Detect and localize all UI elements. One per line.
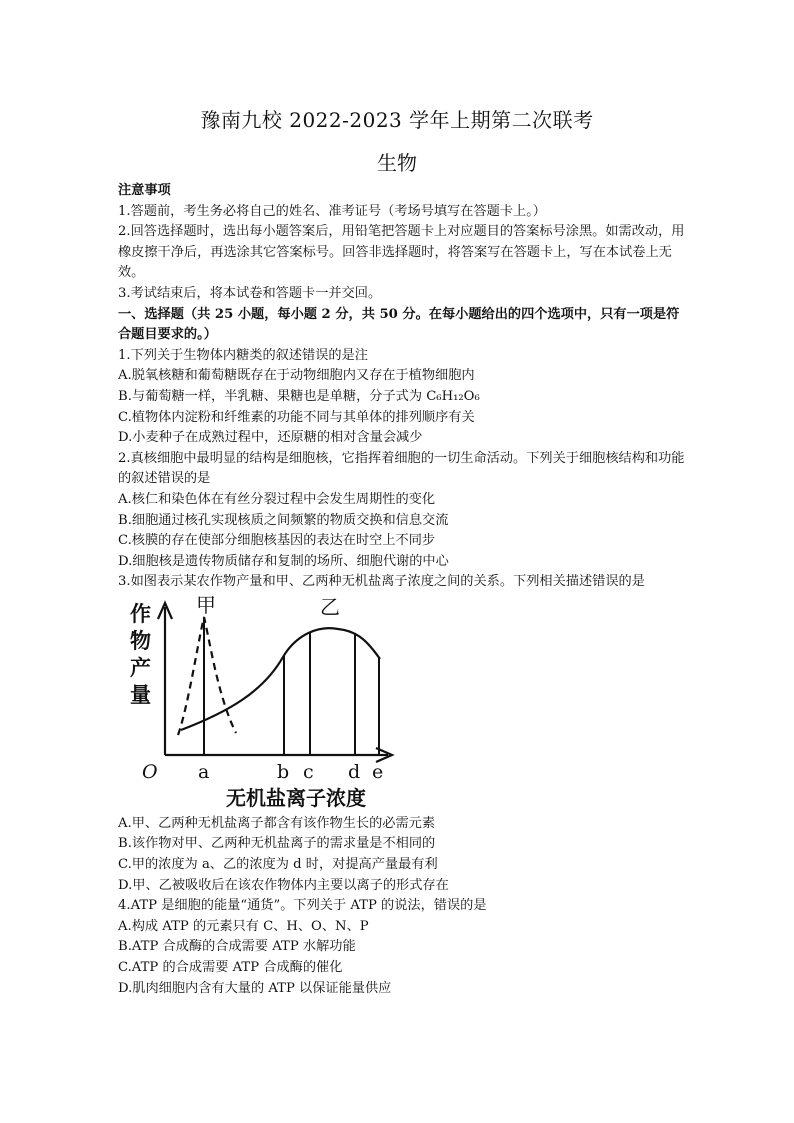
option-c: C.核膜的存在使部分细胞核基因的表达在时空上不同步: [118, 533, 436, 549]
option-c: C.甲的浓度为 a、乙的浓度为 d 时，对提高产量最有利: [118, 857, 438, 873]
option-b: B.与葡萄糖一样，半乳糖、果糖也是单糖，分子式为 C₆H₁₂O₆: [118, 388, 480, 404]
curve-yi: [181, 628, 380, 730]
question-stem: 1.下列关于生物体内糖类的叙述错误的是注: [118, 347, 368, 363]
option-c: C.植物体内淀粉和纤维素的功能不同与其单体的排列顺序有关: [118, 409, 475, 425]
curve-label-jia: 甲: [196, 592, 216, 617]
question-stem: 3.如图表示某农作物产量和甲、乙两种无机盐离子浓度之间的关系。下列相关描述错误的是: [118, 574, 645, 590]
curve-label-yi: 乙: [320, 594, 340, 619]
option-a: A.核仁和染色体在有丝分裂过程中会发生周期性的变化: [118, 491, 436, 507]
option-d: D.肌肉细胞内含有大量的 ATP 以保证能量供应: [118, 980, 392, 996]
question-stem: 2.真核细胞中最明显的结构是细胞核，它指挥着细胞的一切生命活动。下列关于细胞核结构和功能的叙述错误的是: [118, 450, 685, 487]
origin-label: O: [142, 760, 158, 783]
question-stem: 4.ATP 是细胞的能量“通货”。下列关于 ATP 的说法，错误的是: [118, 898, 487, 914]
tick-a: a: [198, 760, 210, 783]
option-d: D.小麦种子在成熟过程中，还原糖的相对含量会减少: [118, 430, 423, 446]
note-item: 2.回答选择题时，选出每小题答案后，用铅笔把答题卡上对应题目的答案标号涂黑。如需改动，用橡皮擦干净后，再选涂其它答案标号。回答非选择题时，将答案写在答题卡上，写在本试卷上无效。: [118, 224, 685, 281]
exam-content: [118, 181, 688, 999]
page-title: 豫南九校 2022-2023 学年上期第二次联考: [200, 108, 594, 132]
x-axis-label: 无机盐离子浓度: [226, 785, 366, 810]
tick-b: b: [277, 760, 290, 783]
note-item: 1.答题前，考生务必将自己的姓名、准考证号（考场号填写在答题卡上。）: [118, 203, 546, 219]
option-b: B.细胞通过核孔实现核质之间频繁的物质交换和信息交流: [118, 512, 449, 528]
curve-jia: [178, 617, 236, 735]
ion-yield-figure: [118, 592, 428, 812]
option-a: A.构成 ATP 的元素只有 C、H、O、N、P: [118, 918, 369, 934]
option-a: A.甲、乙两种无机盐离子都含有该作物生长的必需元素: [118, 815, 436, 831]
y-axis-label: 作物产量: [130, 601, 151, 707]
section-heading: 一、选择题（共 25 小题，每小题 2 分，共 50 分。在每小题给出的四个选项中，只有一项是符合题目要求的。）: [118, 306, 680, 343]
tick-e: e: [372, 760, 384, 783]
option-a: A.脱氧核糖和葡萄糖既存在于动物细胞内又存在于植物细胞内: [118, 368, 475, 384]
notes-heading: 注意事项: [118, 183, 171, 198]
tick-c: c: [303, 760, 314, 783]
option-b: B.该作物对甲、乙两种无机盐离子的需求量是不相同的: [118, 836, 436, 852]
note-item: 3.考试结束后，将本试卷和答题卡一并交回。: [118, 285, 382, 301]
option-d: D.细胞核是遗传物质储存和复制的场所、细胞代谢的中心: [118, 553, 449, 569]
option-b: B.ATP 合成酶的合成需要 ATP 水解功能: [118, 939, 356, 955]
option-c: C.ATP 的合成需要 ATP 合成酶的催化: [118, 960, 343, 976]
option-d: D.甲、乙被吸收后在该农作物体内主要以离子的形式存在: [118, 877, 449, 893]
tick-d: d: [348, 760, 361, 783]
subject-title: 生物: [377, 151, 417, 175]
